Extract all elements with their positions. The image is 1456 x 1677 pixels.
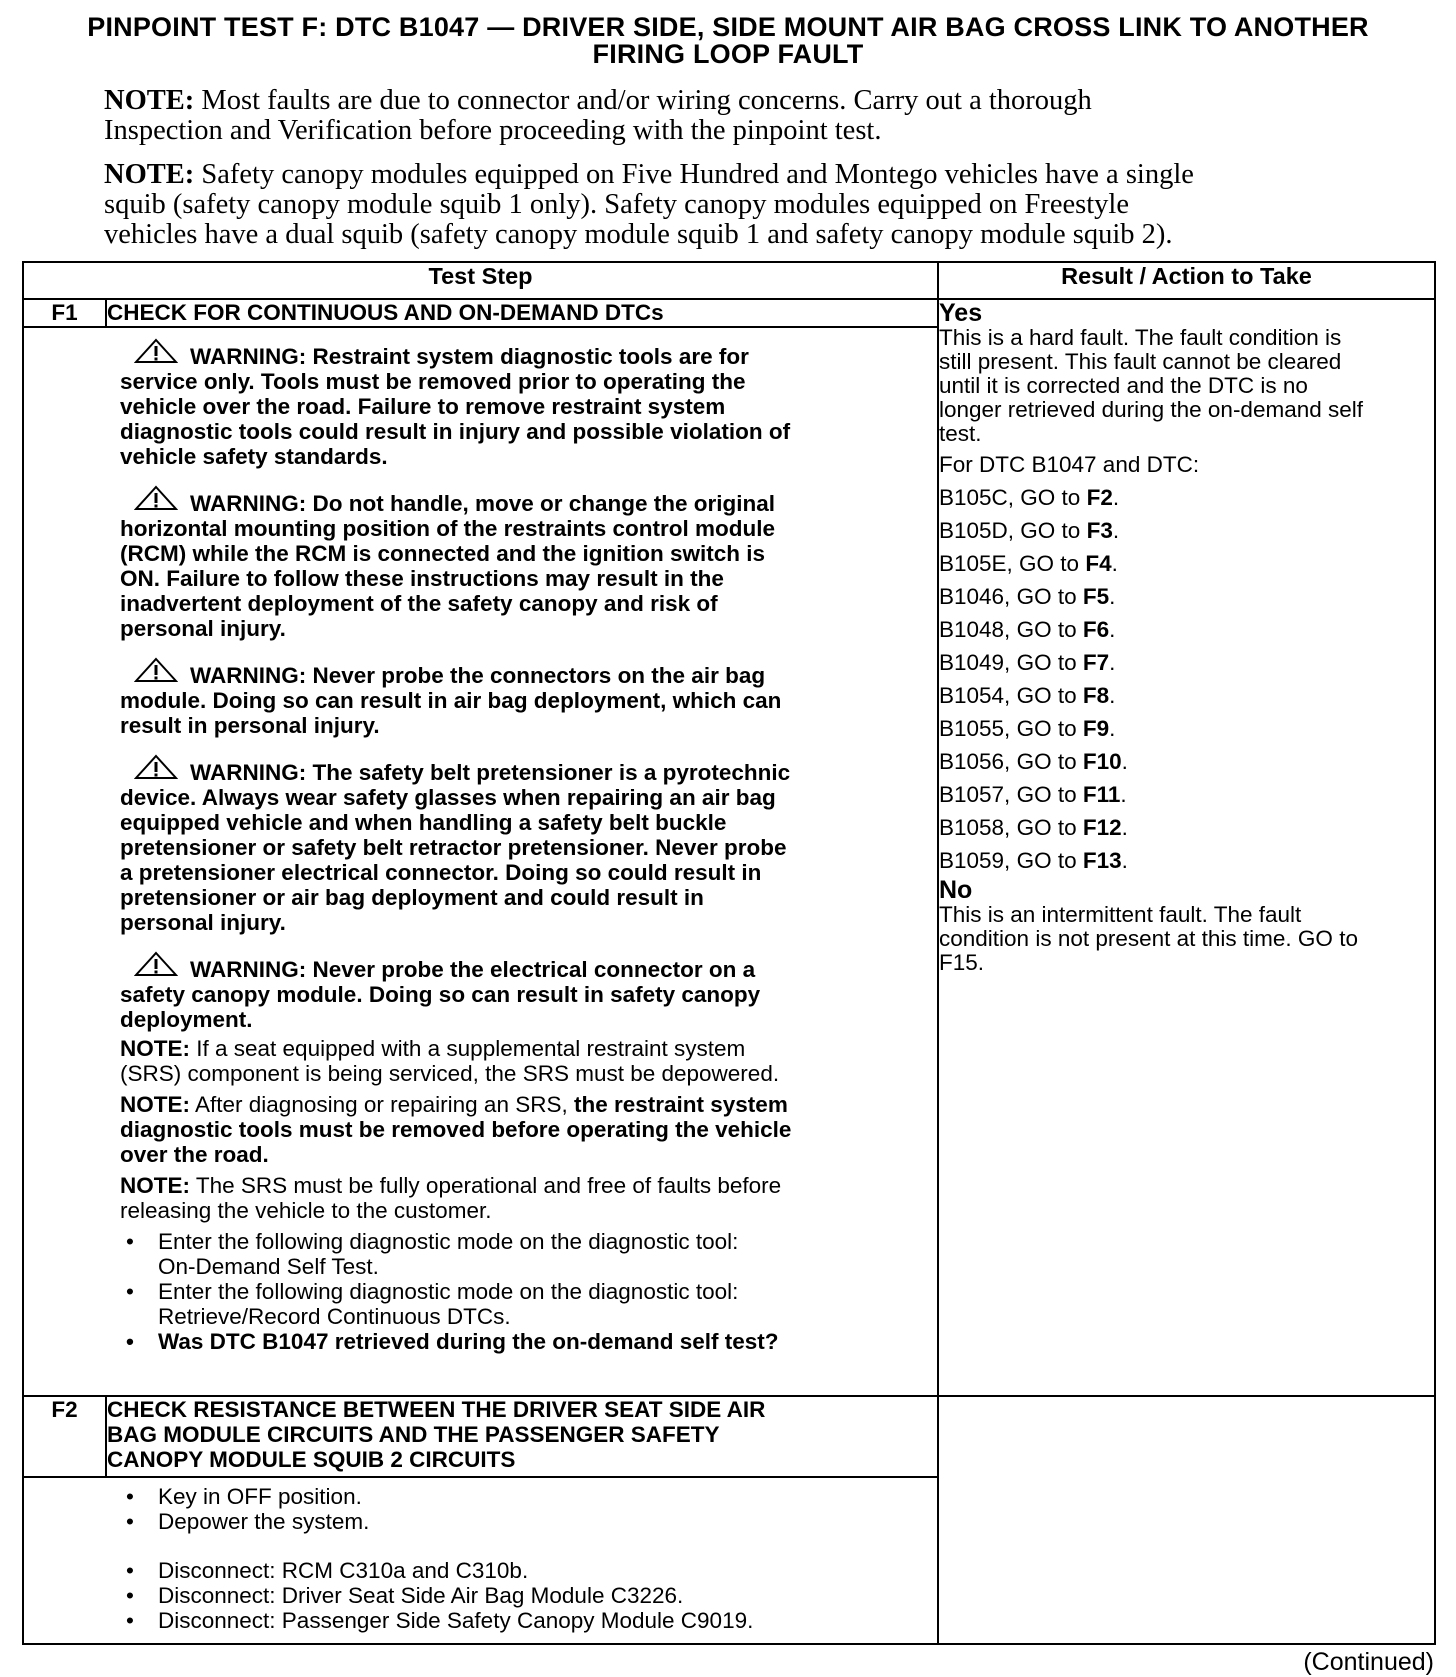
result-no-text: This is an intermittent fault. The fault condition is not present at this time. GO to F15. — [939, 902, 1358, 975]
intro-note — [104, 160, 1404, 250]
result-action: B1048, GO to F6. — [939, 617, 1116, 642]
result-action: B105C, GO to F2. — [939, 485, 1120, 510]
step-f1-body — [23, 327, 938, 1396]
instruction-list — [120, 1484, 917, 1534]
note-block: NOTE: After diagnosing or repairing an SRS, the restraint system diagnostic tools must be removed before operating the vehicle over the road. — [120, 1092, 792, 1167]
goto-step-link[interactable]: F4 — [1085, 551, 1112, 576]
list-item: • Depower the system. — [120, 1509, 917, 1534]
goto-step-link[interactable]: F2 — [1086, 485, 1113, 510]
note-block: NOTE: If a seat equipped with a supplemental restraint system (SRS) component is being serviced, the SRS must be depowered. — [120, 1036, 780, 1086]
result-action: B1049, GO to F7. — [939, 650, 1116, 675]
warning-block: WARNING: Restraint system diagnostic tools are for service only. Tools must be removed prior to operating the vehicle over the road. Failure to remove restraint system diagnostic tools could result in injury and possible violation of vehicle safety standards. — [120, 338, 897, 469]
result-action: B1057, GO to F11. — [939, 782, 1127, 807]
step-id: F1 — [23, 299, 106, 327]
list-item: • Enter the following diagnostic mode on the diagnostic tool: On-Demand Self Test. — [120, 1229, 897, 1279]
goto-step-link[interactable]: F11 — [1082, 782, 1121, 807]
note-text: Inspection and Verification before proceeding with the pinpoint test. — [104, 115, 882, 146]
list-item: • Disconnect: RCM C310a and C310b. — [120, 1558, 917, 1583]
warning-block: WARNING: Never probe the electrical connector on a safety canopy module. Doing so can result in safety canopy deployment. — [120, 951, 897, 1032]
step-title: CHECK RESISTANCE BETWEEN THE DRIVER SEAT SIDE AIR BAG MODULE CIRCUITS AND THE PASSENGER SAFETY CANOPY MODULE SQUIB 2 CIRCUITS — [106, 1396, 938, 1476]
warning-triangle-icon — [134, 754, 178, 785]
column-header-result: Result / Action to Take — [938, 262, 1435, 299]
step-id: F2 — [23, 1396, 106, 1476]
note-text: Safety canopy modules equipped on Five Hundred and Montego vehicles have a single — [194, 159, 1194, 190]
warning-triangle-icon — [134, 338, 178, 369]
result-action: B1055, GO to F9. — [939, 716, 1116, 741]
note-text: vehicles have a dual squib (safety canopy module squib 1 and safety canopy module squib 2). — [104, 219, 1173, 250]
list-item-question: • Was DTC B1047 retrieved during the on-demand self test? — [120, 1329, 897, 1354]
goto-step-link[interactable]: F7 — [1082, 650, 1110, 675]
result-action: B105D, GO to F3. — [939, 518, 1120, 543]
list-item: • Disconnect: Driver Seat Side Air Bag Module C3226. — [120, 1583, 917, 1608]
step-f1-result — [938, 299, 1435, 1396]
result-action: B1054, GO to F8. — [939, 683, 1116, 708]
result-action: B1046, GO to F5. — [939, 584, 1116, 609]
step-f2-body — [23, 1477, 938, 1645]
step-f1-header-row — [23, 299, 1435, 327]
title-line-2: FIRING LOOP FAULT — [592, 39, 864, 69]
warning-block: WARNING: Never probe the connectors on the air bag module. Doing so can result in air bag deployment, which can result in personal injury. — [120, 657, 897, 738]
result-no-label: No — [939, 876, 973, 904]
step-f2-header-row — [23, 1396, 1435, 1476]
note-text: Most faults are due to connector and/or wiring concerns. Carry out a thorough — [194, 85, 1092, 116]
list-item: • Key in OFF position. — [120, 1484, 917, 1509]
goto-step-link[interactable]: F10 — [1082, 749, 1122, 774]
table-header-row — [23, 262, 1435, 299]
goto-step-link[interactable]: F6 — [1082, 617, 1110, 642]
goto-step-link[interactable]: F3 — [1086, 518, 1113, 543]
pinpoint-table — [22, 261, 1436, 1645]
goto-step-link[interactable]: F8 — [1082, 683, 1110, 708]
instruction-list — [120, 1229, 897, 1354]
result-action: B1059, GO to F13. — [939, 848, 1128, 873]
note-block: NOTE: The SRS must be fully operational and free of faults before releasing the vehicle to the customer. — [120, 1173, 782, 1223]
result-action: B105E, GO to F4. — [939, 551, 1118, 576]
goto-step-link[interactable]: F5 — [1082, 584, 1110, 609]
note-label: NOTE: — [104, 159, 195, 190]
continued-label: (Continued) — [1303, 1648, 1434, 1676]
title-line-1: PINPOINT TEST F: DTC B1047 — DRIVER SIDE, SIDE MOUNT AIR BAG CROSS LINK TO ANOTHER — [87, 12, 1369, 42]
result-yes-label: Yes — [939, 299, 983, 327]
instruction-list — [120, 1558, 917, 1633]
result-yes-text: This is a hard fault. The fault condition is still present. This fault cannot be cleared until it is corrected and the DTC is no longer retrieved during the on-demand self test. — [939, 325, 1364, 446]
note-text: squib (safety canopy module squib 1 only). Safety canopy modules equipped on Freestyle — [104, 189, 1129, 220]
step-title: CHECK FOR CONTINUOUS AND ON-DEMAND DTCs — [106, 299, 938, 327]
intro-note — [104, 86, 1404, 146]
warning-triangle-icon — [134, 951, 178, 982]
list-item: • Disconnect: Passenger Side Safety Canopy Module C9019. — [120, 1608, 917, 1633]
goto-step-link[interactable]: F12 — [1082, 815, 1122, 840]
goto-step-link[interactable]: F9 — [1082, 716, 1110, 741]
goto-step-link[interactable]: F13 — [1082, 848, 1122, 873]
result-action: B1058, GO to F12. — [939, 815, 1128, 840]
column-header-test-step: Test Step — [23, 262, 938, 299]
list-item: • Enter the following diagnostic mode on the diagnostic tool: Retrieve/Record Continuous DTCs. — [120, 1279, 897, 1329]
warning-block: WARNING: The safety belt pretensioner is a pyrotechnic device. Always wear safety glasses when repairing an air bag equipped vehicle and when handling a safety belt buckle pretensioner or safety belt retractor pretensioner. Never probe a pretensioner electrical connector. Doing so could result in pretensioner or air bag deployment and could result in personal injury. — [120, 754, 897, 935]
intro-notes — [104, 86, 1404, 264]
result-for-dtc: For DTC B1047 and DTC: — [939, 452, 1200, 477]
page-title — [0, 14, 1456, 68]
result-action: B1056, GO to F10. — [939, 749, 1128, 774]
warning-triangle-icon — [134, 657, 178, 688]
warning-triangle-icon — [134, 485, 178, 516]
step-f2-result — [938, 1396, 1435, 1644]
note-label: NOTE: — [104, 85, 195, 116]
warning-block: WARNING: Do not handle, move or change the original horizontal mounting position of the restraints control module (RCM) while the RCM is connected and the ignition switch is ON. Failure to follow these instructions may result in the inadvertent deployment of the safety canopy and risk of personal injury. — [120, 485, 897, 641]
